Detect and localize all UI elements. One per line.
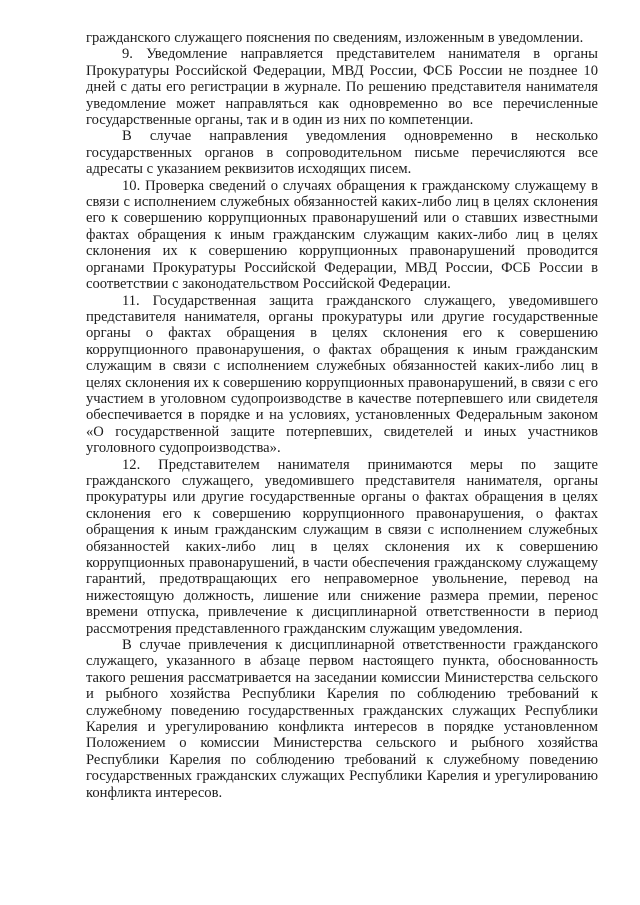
paragraph-item-12-disciplinary: В случае привлечения к дисциплинарной ответственности гражданского служащего, указанного в абзаце первом настоящего пункта, обоснованность такого решения рассматривается на заседании комиссии Министерства сельского и рыбного хозяйства Республики Карелия по соблюдению требований к служебному поведению государственных гражданских служащих Республики Карелия и урегулированию конфликта интересов в порядке установленном Положением о комиссии Министерства сельского и рыбного хозяйства Республики Карелия по соблюдению требований к служебному поведению государственных гражданских служащих Республики Карелия и урегулированию конфликта интересов. (86, 637, 598, 801)
document-page (86, 30, 598, 801)
paragraph-item-11: 11. Государственная защита гражданского служащего, уведомившего представителя нанимателя, органы прокуратуры или другие государственные органы о фактах обращения в целях склонения его к совершению коррупционного правонарушения, о фактах обращения к иным гражданским служащим в связи с исполнением служебных обязанностей каких-либо лиц в целях склонения их к совершению коррупционных правонарушений, в связи с его участием в уголовном судопроизводстве в качестве потерпевшего или свидетеля обеспечивается в порядке и на условиях, установленных Федеральным законом «О государственной защите потерпевших, свидетелей и иных участников уголовного судопроизводства». (86, 292, 598, 457)
paragraph-item-10: 10. Проверка сведений о случаях обращения к гражданскому служащему в связи с исполнением служебных обязанностей каких-либо лиц в целях склонения его к совершению коррупционных правонарушений или о ставших известными фактах обращения к иным гражданским служащим каких-либо лиц в целях склонения их к совершению коррупционных правонарушений проводится органами Прокуратуры Российской Федерации, МВД России, ФСБ России в соответствии с законодательством Российской Федерации. (86, 177, 598, 293)
paragraph-continuation: гражданского служащего пояснения по сведениям, изложенным в уведомлении. (86, 30, 584, 46)
paragraph-item-9: 9. Уведомление направляется представителем нанимателя в органы Прокуратуры Российской Федерации, МВД России, ФСБ России не позднее 10 дней с даты его регистрации в журнале. По решению представителя нанимателя уведомление может направляться как одновременно во все перечисленные государственные органы, так и в один из них по компетенции. (86, 46, 598, 129)
paragraph-item-12: 12. Представителем нанимателя принимаются меры по защите гражданского служащего, уведомившего представителя нанимателя, органы прокуратуры или другие государственные органы о фактах обращения в целях склонения его к совершению коррупционного правонарушения, о фактах обращения к иным гражданским служащим в связи с исполнением служебных обязанностей каких-либо лиц в целях склонения их к совершению коррупционных правонарушений, в части обеспечения гражданскому служащему гарантий, предотвращающих его неправомерное увольнение, перевод на нижестоящую должность, лишение или снижение размера премии, перенос времени отпуска, привлечение к дисциплинарной ответственности в период рассмотрения представленного гражданским служащим уведомления. (86, 456, 598, 637)
paragraph-item-9-addressees: В случае направления уведомления одновременно в несколько государственных органов в сопроводительном письме перечисляются все адресаты с указанием реквизитов исходящих писем. (86, 128, 598, 178)
